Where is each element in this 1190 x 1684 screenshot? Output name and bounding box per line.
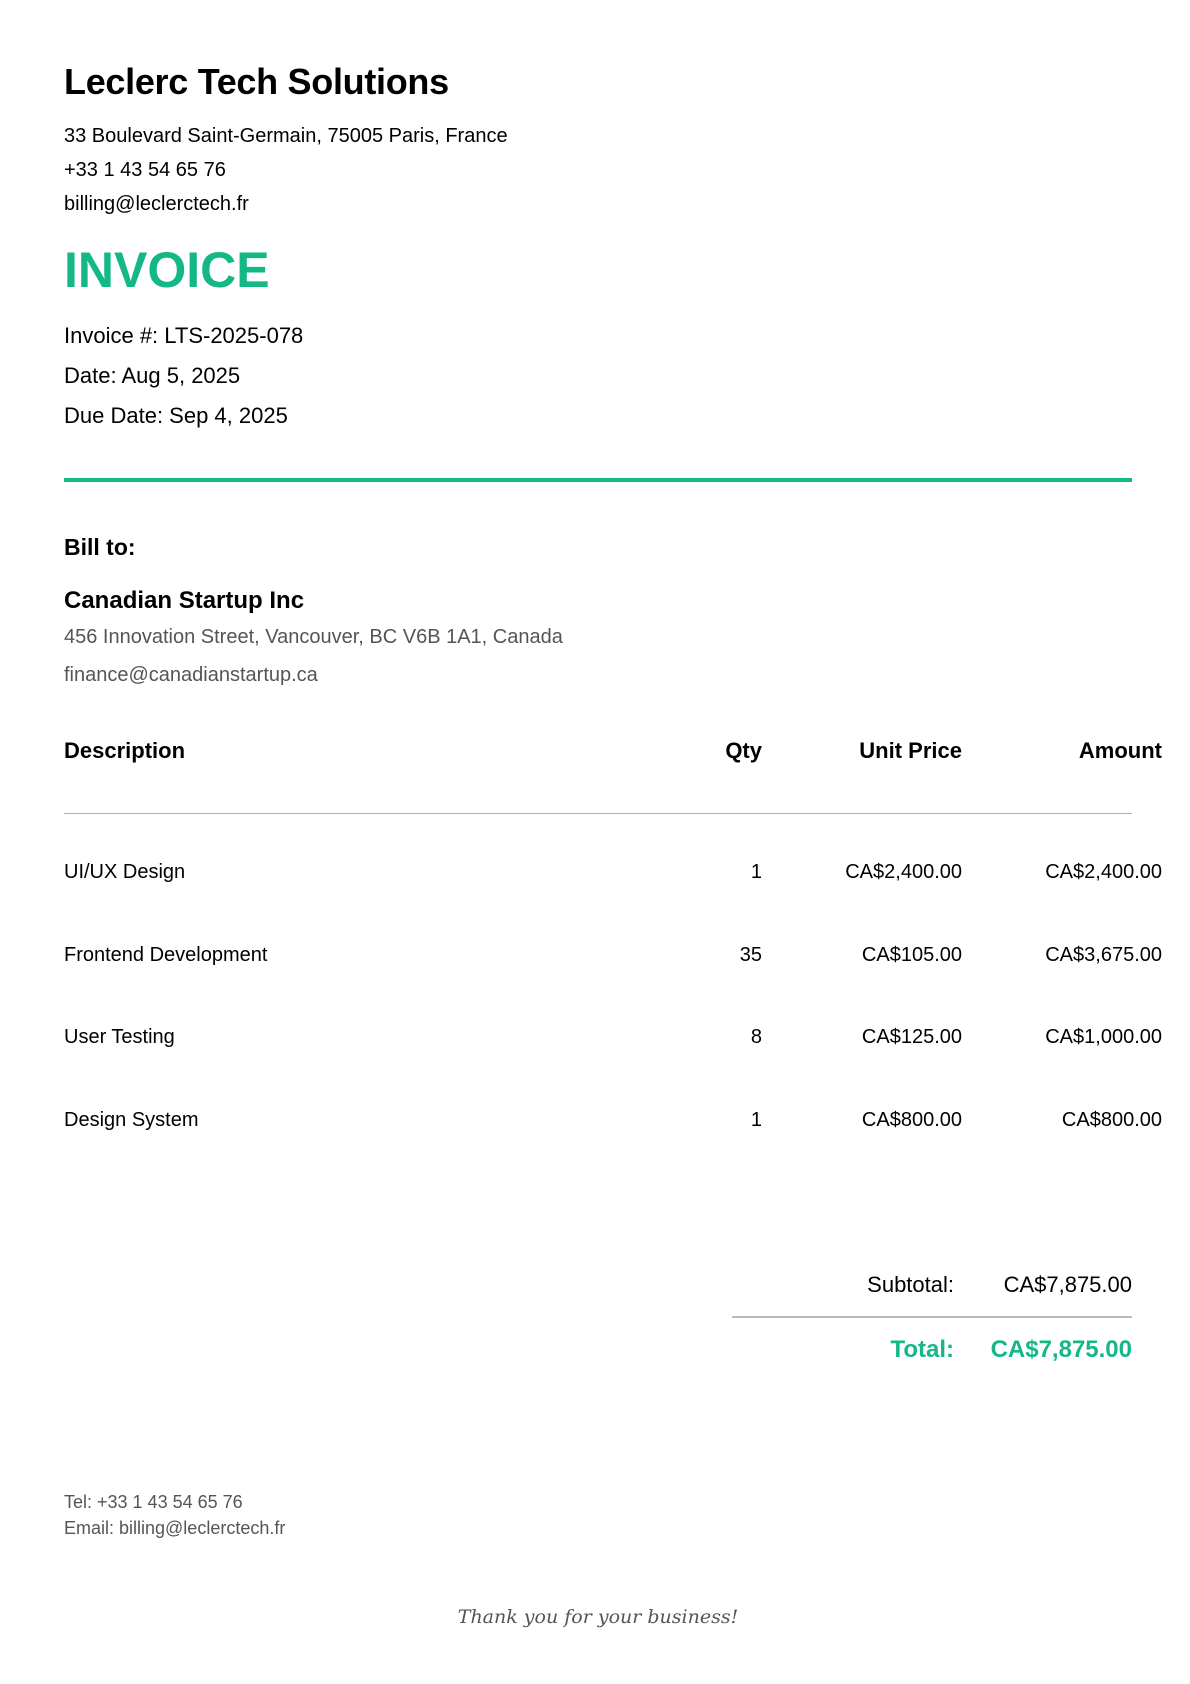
company-phone: +33 1 43 54 65 76 — [64, 159, 226, 181]
line-items-header — [64, 736, 1162, 766]
client-address: 456 Innovation Street, Vancouver, BC V6B 1A1, Canada — [64, 626, 563, 648]
row-amount: CA$2,400.00 — [1045, 861, 1162, 883]
table-row — [64, 940, 1162, 970]
invoice-title: INVOICE — [64, 242, 270, 298]
row-description: Frontend Development — [64, 944, 268, 966]
row-qty: 1 — [750, 1109, 762, 1131]
invoice-due-date: Due Date: Sep 4, 2025 — [64, 403, 288, 428]
table-row — [64, 1105, 1162, 1135]
row-amount: CA$800.00 — [1061, 1109, 1162, 1131]
company-address: 33 Boulevard Saint-Germain, 75005 Paris, France — [64, 125, 508, 147]
totals-divider — [732, 1316, 1132, 1318]
row-amount: CA$3,675.00 — [1045, 944, 1162, 966]
row-description: Design System — [64, 1109, 199, 1131]
row-amount: CA$1,000.00 — [1045, 1026, 1162, 1048]
subtotal-label: Subtotal: — [867, 1272, 954, 1297]
total-label: Total: — [890, 1336, 954, 1363]
total-value: CA$7,875.00 — [990, 1336, 1132, 1363]
client-name: Canadian Startup Inc — [64, 587, 305, 614]
row-description: UI/UX Design — [64, 861, 186, 883]
header-amount: Amount — [1078, 738, 1162, 763]
row-unit-price: CA$125.00 — [861, 1026, 962, 1048]
company-name: Leclerc Tech Solutions — [64, 61, 449, 102]
invoice-date: Date: Aug 5, 2025 — [64, 363, 241, 388]
header-unit-price: Unit Price — [859, 738, 962, 763]
client-email: finance@canadianstartup.ca — [64, 664, 318, 686]
header-qty: Qty — [725, 738, 762, 763]
table-header-divider — [64, 813, 1132, 814]
row-description: User Testing — [64, 1026, 175, 1048]
company-email: billing@leclerctech.fr — [64, 193, 249, 215]
table-row — [64, 1022, 1162, 1052]
row-qty: 1 — [750, 861, 762, 883]
table-row — [64, 857, 1162, 887]
row-unit-price: CA$105.00 — [861, 944, 962, 966]
accent-divider — [64, 478, 1132, 482]
bill-to-heading: Bill to: — [64, 534, 136, 560]
subtotal-value: CA$7,875.00 — [1003, 1272, 1132, 1297]
thank-you-note: Thank you for your business! — [457, 1606, 739, 1628]
row-qty: 8 — [750, 1026, 762, 1048]
header-description: Description — [64, 738, 186, 763]
row-unit-price: CA$2,400.00 — [845, 861, 962, 883]
row-unit-price: CA$800.00 — [861, 1109, 962, 1131]
row-qty: 35 — [739, 944, 762, 966]
invoice-number: Invoice #: LTS-2025-078 — [64, 323, 304, 348]
footer-tel: Tel: +33 1 43 54 65 76 — [64, 1492, 243, 1512]
invoice-page — [64, 0, 1162, 1684]
footer-email: Email: billing@leclerctech.fr — [64, 1518, 286, 1538]
